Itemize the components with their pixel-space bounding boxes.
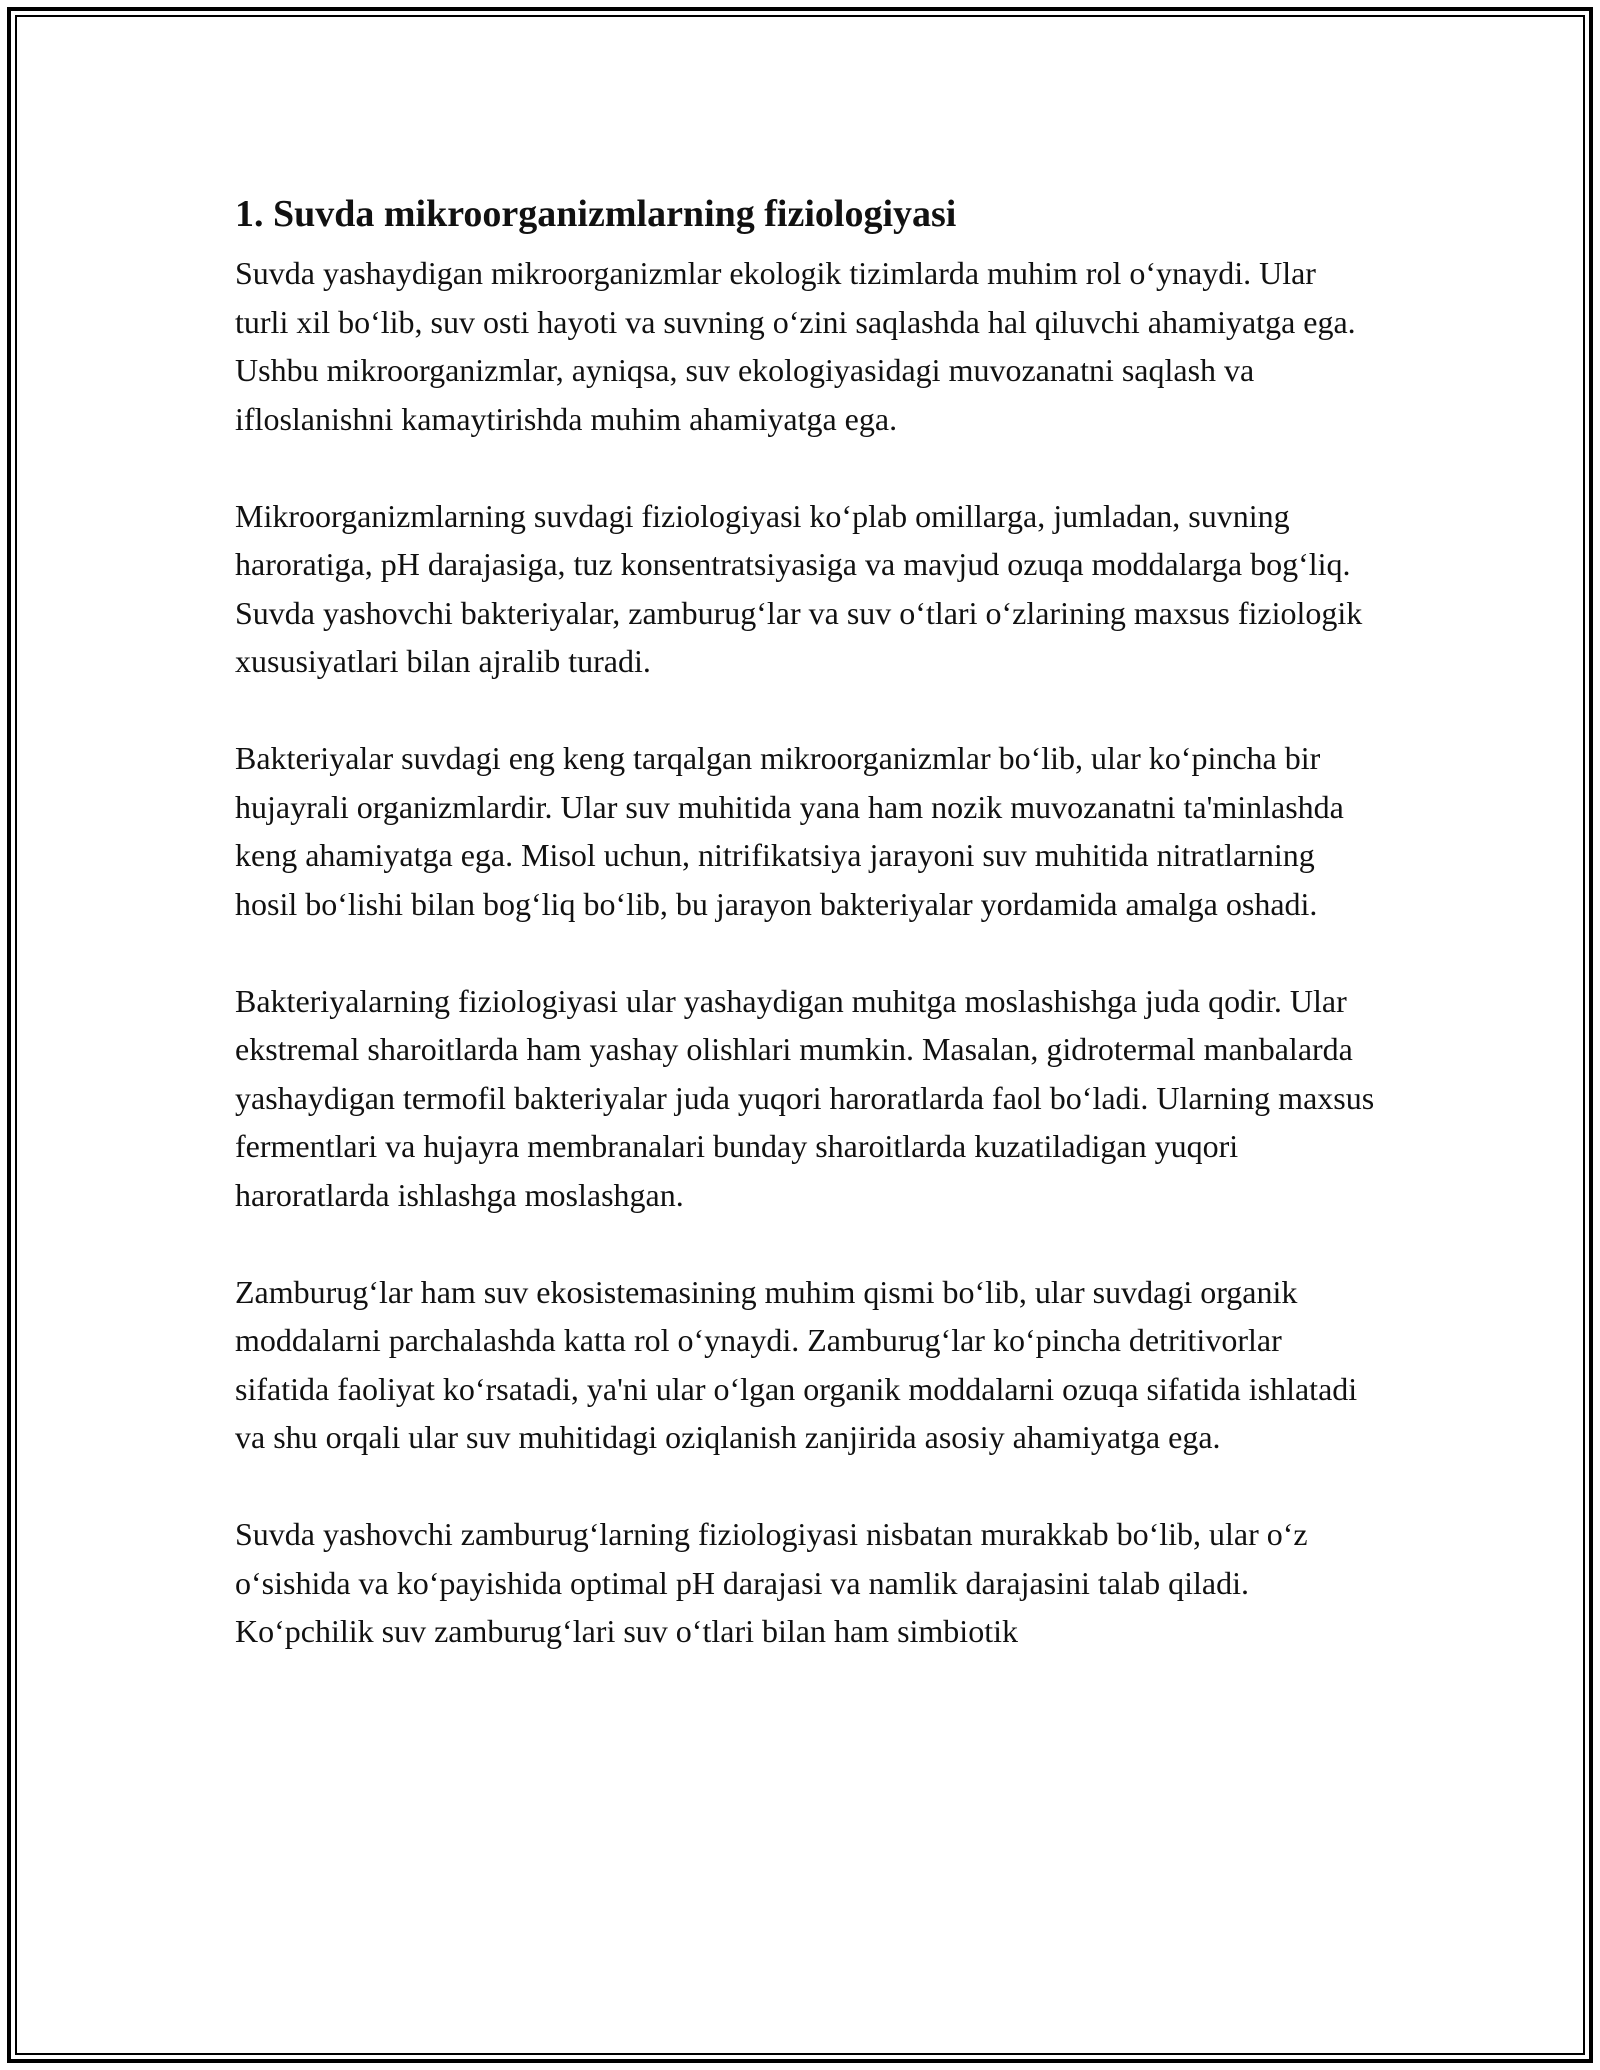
paragraph-3: Bakteriyalar suvdagi eng keng tarqalgan mikroorganizmlar bo‘lib, ular ko‘pincha bir hujayrali organizmlardir. Ular suv muhitida yana ham nozik muvozanatni ta'minlashda keng ahamiyatga ega. Misol uchun, nitrifikatsiya jarayoni suv muhitida nitratlarning hosil bo‘lishi bilan bog‘liq bo‘lib, bu jarayon bakteriyalar yordamida amalga oshadi. — [235, 740, 1344, 922]
paragraph-4: Bakteriyalarning fiziologiyasi ular yashaydigan muhitga moslashishga juda qodir. Ular ekstremal sharoitlarda ham yashay olishlari mumkin. Masalan, gidrotermal manbalarda yashaydigan termofil bakteriyalar juda yuqori haroratlarda faol bo‘ladi. Ularning maxsus fermentlari va hujayra membranalari bunday sharoitlarda kuzatiladigan yuqori haroratlarda ishlashga moslashgan. — [235, 982, 1375, 1213]
section-heading: 1. Suvda mikroorganizmlarning fiziologiyasi — [235, 193, 957, 235]
paragraph-2: Mikroorganizmlarning suvdagi fiziologiyasi ko‘plab omillarga, jumladan, suvning haroratiga, pH darajasiga, tuz konsentratsiyasiga va mavjud ozuqa moddalarga bog‘liq. Suvda yashovchi bakteriyalar, zamburug‘lar va suv o‘tlari o‘zlarining maxsus fiziologik xususiyatlari bilan ajralib turadi. — [235, 497, 1363, 679]
paragraph-1: Suvda yashaydigan mikroorganizmlar ekologik tizimlarda muhim rol o‘ynaydi. Ular turli xil bo‘lib, suv osti hayoti va suvning o‘zini saqlashda hal qiluvchi ahamiyatga ega. Ushbu mikroorganizmlar, ayniqsa, suv ekologiyasidagi muvozanatni saqlash va ifloslanishni kamaytirishda muhim ahamiyatga ega. — [235, 255, 1356, 437]
document-body — [235, 185, 1375, 1656]
paragraph-5: Zamburug‘lar ham suv ekosistemasining muhim qismi bo‘lib, ular suvdagi organik moddalarni parchalashda katta rol o‘ynaydi. Zamburug‘lar ko‘pincha detritivorlar sifatida faoliyat ko‘rsatadi, ya'ni ular o‘lgan organik moddalarni ozuqa sifatida ishlatadi va shu orqali ular suv muhitidagi oziqlanish zanjirida asosiy ahamiyatga ega. — [235, 1273, 1358, 1455]
paragraph-6: Suvda yashovchi zamburug‘larning fiziologiyasi nisbatan murakkab bo‘lib, ular o‘z o‘sishida va ko‘payishida optimal pH darajasi va namlik darajasini talab qiladi. Ko‘pchilik suv zamburug‘lari suv o‘tlari bilan ham simbiotik — [235, 1516, 1308, 1649]
